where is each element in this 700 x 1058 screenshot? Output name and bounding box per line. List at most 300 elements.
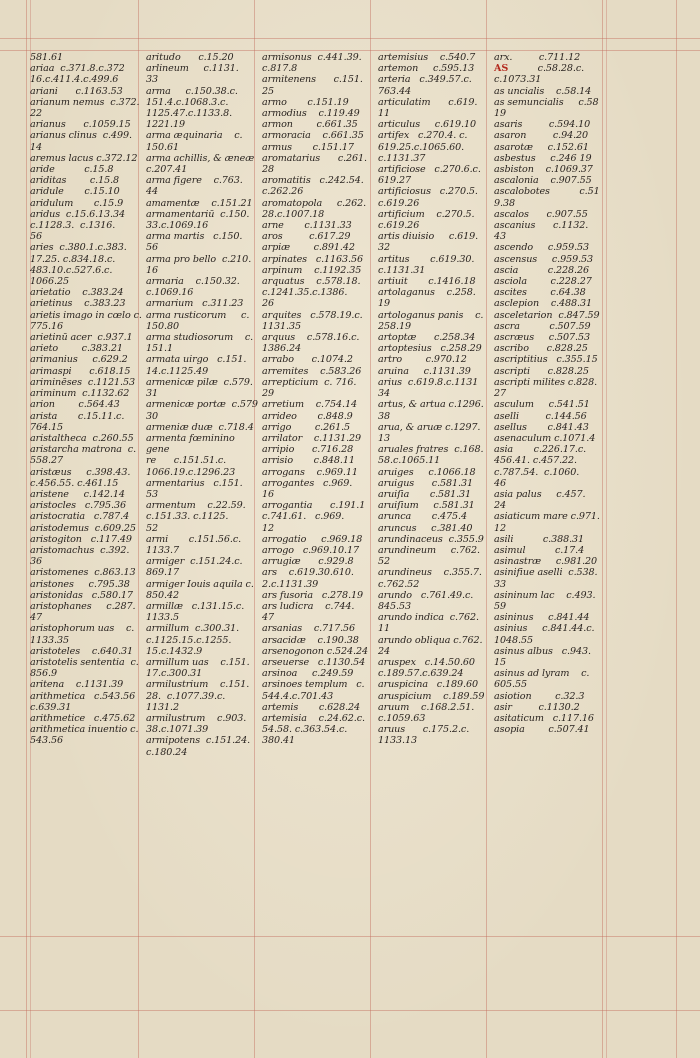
ruling-line: [0, 38, 700, 39]
index-entry: asceletarion c.847.59: [494, 309, 600, 321]
index-entry: artolaganus c.258.: [378, 287, 476, 299]
index-entry: arieto c.383.21: [30, 343, 123, 355]
index-entry: re c.151.51.c.: [146, 455, 227, 467]
index-entry: arquites c.578.19.c.: [262, 309, 363, 321]
index-entry: asbestus c.246 19: [494, 152, 592, 164]
index-entry: 54.58. c.363.54.c.: [262, 724, 348, 736]
index-entry: arithmetice c.475.62: [30, 712, 136, 724]
index-entry: aromatopola c.262.: [262, 197, 367, 209]
index-entry: 15.c.1432.9: [146, 645, 203, 657]
index-entry: artiuit c.1416.18: [378, 276, 476, 288]
index-entry: arietis imago in cœlo c.: [30, 309, 142, 321]
index-entry: 28. c.1077.39.c.: [146, 690, 226, 702]
index-entry: c.151.33. c.1125.: [146, 511, 229, 523]
index-entry: artemis c.628.24: [262, 701, 361, 713]
index-entry: arma pro bello c.210.: [146, 253, 252, 265]
index-entry: ars c.619.30.610.: [262, 567, 354, 579]
index-entry: arundo indica c.762.: [378, 612, 479, 624]
ruling-line: [0, 936, 700, 937]
index-entry: ascia c.228.26: [494, 264, 589, 276]
index-entry: arietatio c.383.24: [30, 287, 124, 299]
index-entry: arundineum c.762.: [378, 544, 480, 556]
index-entry: armiger Iouis aquila c.: [146, 578, 254, 590]
index-entry: arsinoes templum c.: [262, 679, 365, 691]
index-entry: aristocratia c.787.4: [30, 511, 130, 523]
index-entry: arunca c.475.4: [378, 511, 467, 523]
index-entry: aristarcha matrona c.: [30, 444, 137, 456]
index-entry: 19: [378, 298, 391, 310]
index-entry: arsenogonon c.524.24: [262, 645, 368, 657]
index-entry: arpiæ c.891.42: [262, 242, 355, 254]
index-entry: artemon c.595.13: [378, 63, 475, 75]
index-entry: 38: [378, 410, 391, 422]
index-entry: aristoteles c.640.31: [30, 645, 134, 657]
ruling-line: [676, 0, 677, 1058]
section-initial: AS: [494, 63, 509, 75]
index-entry: aruiſia c.581.31: [378, 488, 472, 500]
index-entry: 558.27: [30, 455, 63, 467]
index-entry: asili c.388.31: [494, 533, 585, 545]
index-entry: c.762.52: [378, 578, 420, 590]
index-entry: 775.16: [30, 320, 63, 332]
index-entry: arma æquinaria c.: [146, 130, 243, 142]
index-entry: arius c.619.8.c.1131: [378, 376, 479, 388]
index-entry: arripio c.716.28: [262, 444, 354, 456]
index-entry: aruiges c.1066.18: [378, 466, 476, 478]
index-entry: armenicæ portæ c.579: [146, 399, 258, 411]
index-entry: ascalos c.907.55: [494, 208, 588, 220]
index-entry: ariminum c.1132.62: [30, 388, 130, 400]
index-entry: armi c.151.56.c.: [146, 533, 242, 545]
index-entry: 44: [146, 186, 159, 198]
index-entry: artifex c.270.4. c.: [378, 130, 468, 142]
index-entry: asclepion c.488.31: [494, 298, 593, 310]
index-entry: c.1128.3. c.1316.: [30, 220, 116, 232]
index-entry: aselli c.144.56: [494, 410, 587, 422]
index-entry: arseuerse c.1130.54: [262, 656, 366, 668]
index-entry: 30: [146, 410, 159, 422]
index-entry: 1133.5: [146, 612, 179, 624]
index-entry: 56: [30, 231, 43, 243]
index-entry: asiotion c.32.3: [494, 690, 585, 702]
index-entry: 258.19: [378, 320, 411, 332]
ruling-line: [0, 1010, 700, 1011]
index-entry: 32: [378, 242, 391, 254]
index-entry: c.456.55. c.461.15: [30, 477, 119, 489]
index-entry: 17.c.300.31: [146, 668, 203, 680]
index-entry: asinus ad lyram c.: [494, 668, 590, 680]
index-entry: 38.c.1071.39: [146, 724, 209, 736]
index-entry: ascalonia c.907.55: [494, 175, 592, 187]
index-entry: 1048.55: [494, 634, 533, 646]
index-entry: aristophorum uas c.: [30, 623, 135, 635]
index-entry: arundo c.761.49.c.: [378, 589, 474, 601]
ruling-line: [0, 50, 700, 51]
index-entry: arma c.150.38.c.: [146, 85, 238, 97]
index-entry: armentarius c.151.: [146, 477, 243, 489]
index-entry: c.189.57.c.639.24: [378, 668, 464, 680]
index-entry: 869.17: [146, 567, 179, 579]
index-entry: armon c.661.35: [262, 119, 358, 131]
index-entry: 1221.19: [146, 119, 185, 131]
index-entry: 56: [146, 242, 159, 254]
index-entry: asenaculum c.1071.4: [494, 432, 596, 444]
index-entry: asitaticum c.117.16: [494, 712, 594, 724]
index-entry: 856.9: [30, 668, 57, 680]
index-entry: asia c.226.17.c.: [494, 444, 587, 456]
index-entry: aristene c.142.14: [30, 488, 125, 500]
index-entry: aridulum c.15.9: [30, 197, 124, 209]
index-entry: arretium c.754.14: [262, 399, 357, 411]
index-entry: 26: [262, 298, 275, 310]
index-entry: arma studiosorum c.: [146, 332, 254, 344]
index-entry: arsinoa c.249.59: [262, 668, 354, 680]
index-entry: c.262.26: [262, 186, 304, 198]
index-entry: 27: [494, 388, 507, 400]
index-entry: 1133.13: [378, 735, 417, 747]
index-entry: armillæ c.131.15.c.: [146, 600, 245, 612]
index-entry: aristophanes c.287.: [30, 600, 136, 612]
index-entry: arx. c.711.12: [494, 52, 581, 63]
index-entry: 1066.25: [30, 276, 69, 288]
index-entry: c.1125.15.c.1255.: [146, 634, 232, 646]
index-entry: ascribo c.828.25: [494, 343, 588, 355]
index-entry: 1066.19.c.1296.23: [146, 466, 236, 478]
index-entry: articulatim c.619.: [378, 96, 478, 108]
index-entry: 29: [262, 388, 275, 400]
index-entry: armenta fœminino gene: [146, 432, 238, 456]
index-entry: armisonus c.441.39.: [262, 52, 362, 63]
index-entry: ascriptitius c.355.15: [494, 354, 598, 366]
index-entry: artemisia c.24.62.c.: [262, 712, 365, 724]
index-entry: c.1073.31: [494, 74, 542, 86]
index-entry: 28.c.1007.18: [262, 208, 325, 220]
index-entry: ariani c.1163.53: [30, 85, 123, 97]
index-entry: arrabo c.1074.2: [262, 354, 353, 366]
index-entry: aritena c.1131.39: [30, 679, 124, 691]
index-entry: 619.25.c.1065.60.: [378, 141, 465, 153]
index-entry: aruncus c.381.40: [378, 522, 473, 534]
index-entry: 543.56: [30, 735, 63, 747]
index-entry: 33: [146, 74, 159, 86]
index-entry: arion c.564.43: [30, 399, 120, 411]
index-entry: arrugiæ c.929.8: [262, 556, 354, 568]
index-entry: asopia c.507.41: [494, 724, 590, 736]
index-entry: arma figere c.763.: [146, 175, 243, 187]
index-entry: 544.4.c.701.43: [262, 690, 334, 702]
index-entry: ariminēses c.1121.53: [30, 376, 136, 388]
index-entry: aromatarius c.261.: [262, 152, 368, 164]
index-entry: asinius c.841.44.c.: [494, 623, 595, 635]
index-entry: aristones c.795.38: [30, 578, 130, 590]
index-entry: 1131.2: [146, 701, 179, 713]
index-entry: aristæus c.398.43.: [30, 466, 131, 478]
index-entry: as uncialis c.58.14: [494, 85, 592, 97]
index-entry: c.1131.31: [378, 264, 426, 276]
index-entry: aruiſium c.581.31: [378, 500, 475, 512]
index-entry: ascræus c.507.53: [494, 332, 590, 344]
index-entry: aruum c.168.2.51.: [378, 701, 475, 713]
index-entry: arrigo c.261.5: [262, 421, 351, 433]
index-column-1: [28, 52, 144, 932]
index-entry: arimaspi c.618.15: [30, 365, 131, 377]
index-entry: arsanias c.717.56: [262, 623, 356, 635]
index-entry: 14: [30, 141, 43, 153]
index-entry: armaria c.150.32.: [146, 276, 240, 288]
index-entry: artemisius c.540.7: [378, 52, 476, 63]
index-entry: asellus c.841.43: [494, 421, 589, 433]
index-entry: 24: [378, 645, 391, 657]
index-entry: arlineum c.1131.: [146, 63, 239, 75]
index-entry: 11: [378, 108, 391, 120]
index-entry: ascripti c.828.25: [494, 365, 589, 377]
index-entry: armillum uas c.151.: [146, 656, 250, 668]
index-entry: asia palus c.457.: [494, 488, 586, 500]
index-entry: ars ludicra c.744.: [262, 600, 355, 612]
index-entry: c.787.54. c.1060.: [494, 466, 580, 478]
index-entry: arietinus c.383.23: [30, 298, 126, 310]
index-entry: asinus albus c.943.: [494, 645, 591, 657]
index-entry: arpinates c.1163.56: [262, 253, 364, 265]
index-entry: artologanus panis c.: [378, 309, 484, 321]
index-entry: AS c.58.28.c.: [494, 63, 585, 75]
index-entry: arimanius c.629.2: [30, 354, 128, 366]
index-entry: armenicæ pilæ c.579.: [146, 376, 253, 388]
index-entry: 25: [262, 85, 275, 97]
index-entry: arianus clinus c.499.: [30, 130, 132, 142]
index-entry: armus c.151.17: [262, 141, 354, 153]
index-entry: armoracia c.661.35: [262, 130, 364, 142]
index-entry: arma martis c.150.: [146, 231, 243, 243]
index-entry: c.817.8: [262, 63, 298, 75]
index-entry: artificiose c.270.6.c.: [378, 164, 481, 176]
index-entry: asaris c.594.10: [494, 119, 591, 131]
index-column-4: [376, 52, 492, 932]
index-entry: 14.c.1125.49: [146, 365, 209, 377]
index-entry: 845.53: [378, 600, 411, 612]
index-entry: 483.10.c.527.6.c.: [30, 264, 113, 276]
index-entry: arteria c.349.57.c.: [378, 74, 472, 86]
index-entry: arrilator c.1131.29: [262, 432, 362, 444]
index-entry: c.1059.63: [378, 712, 426, 724]
index-entry: 43: [494, 231, 507, 243]
index-entry: 59: [494, 600, 507, 612]
index-entry: ariditas c.15.8: [30, 175, 120, 187]
index-entry: 58.c.1065.11: [378, 455, 441, 467]
index-entry: arquatus c.578.18.: [262, 276, 361, 288]
index-column-5: [492, 52, 608, 932]
index-entry: 31: [146, 388, 159, 400]
index-entry: ascanius c.1132.: [494, 220, 589, 232]
index-entry: ascalobotes c.51: [494, 186, 600, 198]
index-entry: asaron c.94.20: [494, 130, 589, 142]
index-entry: 581.61: [30, 52, 63, 63]
index-entry: 151.1: [146, 343, 173, 355]
index-entry: c.1131.37: [378, 152, 426, 164]
index-entry: aruspicium c.189.59: [378, 690, 485, 702]
index-entry: ascendo c.959.53: [494, 242, 590, 254]
index-column-3: [260, 52, 376, 932]
index-entry: aruspex c.14.50.60: [378, 656, 475, 668]
index-entry: 33.c.1069.16: [146, 220, 209, 232]
index-entry: c.1069.16: [146, 287, 194, 299]
index-entry: as semuncialis c.58: [494, 96, 599, 108]
index-entry: 47: [262, 612, 275, 624]
index-entry: armipotens c.151.24.: [146, 735, 251, 747]
index-entry: artro c.970.12: [378, 354, 467, 366]
index-entry: armo c.151.19: [262, 96, 349, 108]
index-entry: arundinaceus c.355.9: [378, 533, 484, 545]
index-entry: arma achillis, & æneæ: [146, 152, 255, 164]
index-entry: aristotelis sententia c.: [30, 656, 139, 668]
index-entry: c.619.26: [378, 197, 420, 209]
index-entry: artitus c.619.30.: [378, 253, 475, 265]
index-column-2: [144, 52, 260, 932]
index-entry: armilustrum c.903.: [146, 712, 247, 724]
index-entry: arrepticium c. 716.: [262, 376, 357, 388]
index-entry: amamentæ c.151.21: [146, 197, 253, 209]
index-entry: 19: [494, 108, 507, 120]
index-entry: arista c.15.11.c.: [30, 410, 125, 422]
index-entry: 52: [378, 556, 391, 568]
index-entry: asininum lac c.493.: [494, 589, 596, 601]
index-entry: 36: [30, 556, 43, 568]
index-entry: 1125.47.c.1133.8.: [146, 108, 233, 120]
index-entry: 380.41: [262, 735, 295, 747]
index-entry: arundineus c.355.7.: [378, 567, 482, 579]
index-entry: arrogatio c.969.18: [262, 533, 363, 545]
index-entry: 24: [494, 500, 507, 512]
index-entry: 52: [146, 522, 159, 534]
index-entry: 17.25. c.834.18.c.: [30, 253, 116, 265]
index-entry: 763.44: [378, 85, 411, 97]
index-entry: 1131.35: [262, 320, 301, 332]
index-entry: arithmetica c.543.56: [30, 690, 136, 702]
index-entry: armilustrium c.151.: [146, 679, 250, 691]
index-entry: asbiston c.1069.37: [494, 164, 593, 176]
index-entry: arietinū acer c.937.1: [30, 332, 133, 344]
index-entry: arundo obliqua c.762.: [378, 634, 483, 646]
index-entry: 12: [494, 522, 507, 534]
index-entry: 22: [30, 108, 43, 120]
index-entry: armata uirgo c.151.: [146, 354, 247, 366]
index-entry: 12: [262, 522, 275, 534]
index-entry: aristocles c.795.36: [30, 500, 127, 512]
index-entry: asimul c.17.4: [494, 544, 585, 556]
index-entry: ascites c.64.38: [494, 287, 586, 299]
index-entry: 1386.24: [262, 343, 301, 355]
index-entry: arrogantes c.969.: [262, 477, 353, 489]
index-entry: 1133.7: [146, 544, 179, 556]
index-entry: aritudo c.15.20: [146, 52, 234, 63]
index-entry: 150.61: [146, 141, 179, 153]
index-entry: 850.42: [146, 589, 179, 601]
index-entry: armiger c.151.24.c.: [146, 556, 243, 568]
index-entry: arremites c.583.26: [262, 365, 362, 377]
index-entry: 11: [378, 623, 391, 635]
index-entry: 53: [146, 488, 159, 500]
index-entry: artoptesius c.258.29: [378, 343, 482, 355]
index-entry: articulus c.619.10: [378, 119, 476, 131]
index-entry: armamentariū c.150.: [146, 208, 250, 220]
index-entry: ascensus c.959.53: [494, 253, 594, 265]
index-entry: artoptæ c.258.34: [378, 332, 476, 344]
index-entry: arsacidæ c.190.38: [262, 634, 359, 646]
ruling-line: [26, 0, 27, 1058]
index-entry: ars fusoria c.278.19: [262, 589, 364, 601]
index-entry: asinastræ c.981.20: [494, 556, 598, 568]
index-entry: artificiosus c.270.5.: [378, 186, 478, 198]
index-entry: arquus c.578.16.c.: [262, 332, 360, 344]
index-columns: [28, 52, 608, 932]
index-entry: aristonidas c.580.17: [30, 589, 133, 601]
index-entry: 33: [494, 578, 507, 590]
index-entry: arianus c.1059.15: [30, 119, 131, 131]
index-entry: c.1241.35.c.1386.: [262, 287, 348, 299]
index-entry: c.619.26: [378, 220, 420, 232]
index-entry: c.180.24: [146, 746, 188, 758]
index-entry: asir c.1130.2: [494, 701, 580, 713]
index-entry: 16.c.411.4.c.499.6: [30, 74, 119, 86]
index-entry: arrogans c.969.11: [262, 466, 358, 478]
index-entry: aristomachus c.392.: [30, 544, 130, 556]
index-entry: arrisio c.848.11: [262, 455, 355, 467]
index-entry: ascra c.507.59: [494, 320, 591, 332]
index-entry: aride c.15.8: [30, 164, 114, 176]
index-entry: arne c.1131.33: [262, 220, 352, 232]
index-entry: artificium c.270.5.: [378, 208, 475, 220]
index-entry: c.207.41: [146, 164, 188, 176]
index-entry: 605.55: [494, 679, 527, 691]
index-entry: aristaltheca c.260.55: [30, 432, 134, 444]
index-entry: artus, & artua c.1296.: [378, 399, 484, 411]
index-entry: ascripti milites c.828.: [494, 376, 598, 388]
index-entry: arma rusticorum c.: [146, 309, 250, 321]
index-entry: 34: [378, 388, 391, 400]
index-entry: 150.80: [146, 320, 179, 332]
index-entry: arianum nemus c.372.: [30, 96, 140, 108]
index-entry: aros c.617.29: [262, 231, 351, 243]
index-entry: aruina c.1131.39: [378, 365, 471, 377]
index-entry: 46: [494, 477, 507, 489]
index-entry: 1133.35: [30, 634, 69, 646]
index-entry: 2.c.1131.39: [262, 578, 319, 590]
index-entry: 9.38: [494, 197, 515, 209]
index-entry: aruus c.175.2.c.: [378, 724, 470, 736]
index-entry: aristodemus c.609.25: [30, 522, 136, 534]
index-entry: arpinum c.1192.35: [262, 264, 362, 276]
index-entry: aruales fratres c.168.: [378, 444, 484, 456]
index-entry: 764.15: [30, 421, 63, 433]
index-entry: aridus c.15.6.13.34: [30, 208, 126, 220]
index-entry: artis diuisio c.619.: [378, 231, 479, 243]
index-entry: arrogo c.969.10.17: [262, 544, 359, 556]
index-entry: 47: [30, 612, 43, 624]
index-entry: armillum c.300.31.: [146, 623, 240, 635]
index-entry: 16: [262, 488, 275, 500]
index-entry: c.741.61. c.969.: [262, 511, 345, 523]
index-entry: 151.4.c.1068.3.c.: [146, 96, 229, 108]
index-entry: aruspicina c.189.60: [378, 679, 478, 691]
index-entry: armodius c.119.49: [262, 108, 360, 120]
index-entry: asarotæ c.152.61: [494, 141, 589, 153]
index-entry: armentum c.22.59.: [146, 500, 246, 512]
index-entry: asinifiue aselli c.538.: [494, 567, 598, 579]
index-entry: asininus c.841.44: [494, 612, 590, 624]
index-entry: 619.27: [378, 175, 411, 187]
index-entry: 28: [262, 164, 275, 176]
index-entry: ariaa c.371.8.c.372: [30, 63, 125, 75]
